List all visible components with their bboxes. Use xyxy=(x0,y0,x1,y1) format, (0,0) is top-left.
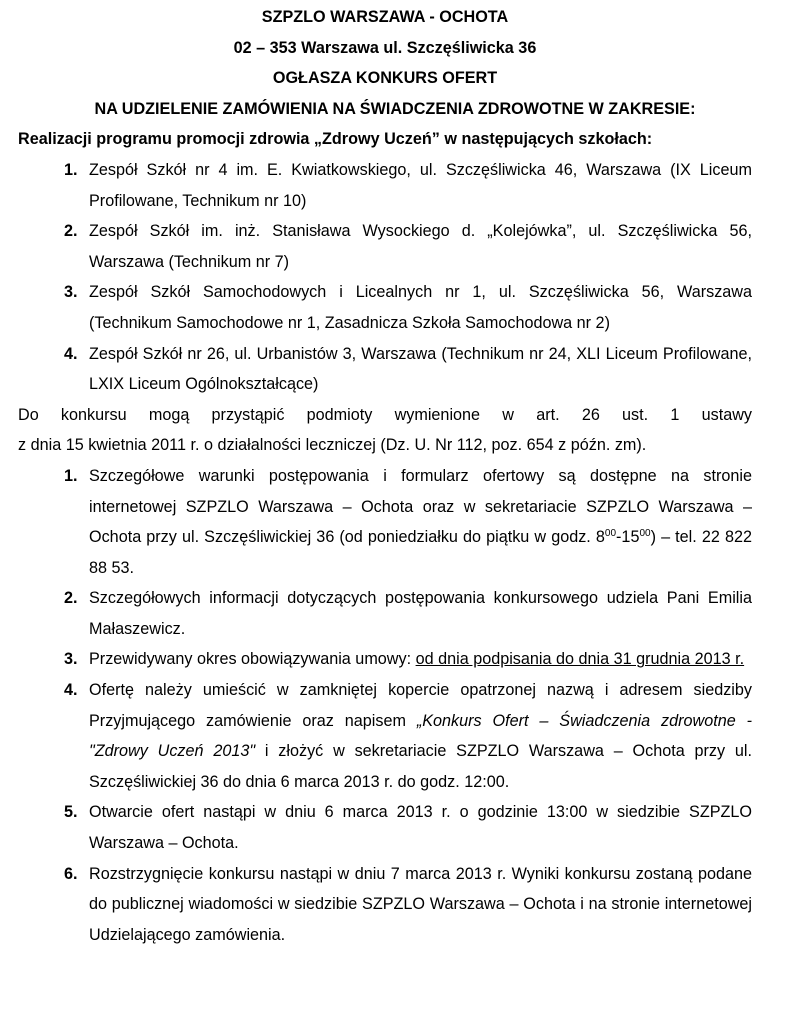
item-number: 1. xyxy=(64,466,78,485)
subject-title: NA UDZIELENIE ZAMÓWIENIA NA ŚWIADCZENIA ZDROWOTNE W ZAKRESIE: xyxy=(94,99,696,118)
program-intro: Realizacji programu promocji zdrowia „Zdrowy Uczeń” w następujących szkołach: xyxy=(18,130,653,149)
item-number: 2. xyxy=(64,222,78,241)
list-item xyxy=(64,675,752,797)
item-number: 4. xyxy=(64,681,78,700)
list-item xyxy=(64,644,752,675)
item-text: Szczegółowych informacji dotyczących postępowania konkursowego udziela Pani Emilia Małaszewicz. xyxy=(89,589,752,638)
list-item xyxy=(64,339,752,400)
eligibility-paragraph xyxy=(18,400,752,461)
item-text: Przewidywany okres obowiązywania umowy: xyxy=(89,650,416,669)
item-number: 3. xyxy=(64,650,78,669)
contract-period: od dnia podpisania do dnia 31 grudnia 2013 r. xyxy=(415,650,745,669)
item-number: 4. xyxy=(64,344,78,363)
org-title: SZPZLO WARSZAWA - OCHOTA xyxy=(261,8,509,26)
list-item xyxy=(64,797,752,858)
list-item xyxy=(64,461,752,583)
item-text: ) – tel. 22 822 88 53. xyxy=(89,528,752,577)
hours-superscript: 00 xyxy=(639,528,651,540)
item-text: Ofertę należy umieścić w zamkniętej kopercie opatrzonej nazwą i adresem siedziby Przyjmującego zamówienie oraz napisem xyxy=(89,681,752,730)
hours-superscript: 00 xyxy=(604,528,617,540)
item-text: Otwarcie ofert nastąpi w dniu 6 marca 2013 r. o godzinie 13:00 w siedzibie SZPZLO Warszawa – Ochota. xyxy=(89,803,752,853)
announcement-title: OGŁASZA KONKURS OFERT xyxy=(272,69,498,88)
list-item xyxy=(64,216,752,277)
eligibility-line-1: Do konkursu mogą przystąpić podmioty wymienione w art. 26 ust. 1 ustawy xyxy=(18,405,752,424)
item-text: -15 xyxy=(616,528,640,547)
item-text: Zespół Szkół nr 26, ul. Urbanistów 3, Warszawa (Technikum nr 24, XLI Liceum Profilowane, LXIX Liceum Ogólnokształcące) xyxy=(89,344,752,394)
item-number: 1. xyxy=(64,160,78,179)
item-text: Zespół Szkół Samochodowych i Licealnych nr 1, ul. Szczęśliwicka 56, Warszawa (Technikum Samochodowe nr 1, Zasadnicza Szkoła Samochodowa nr 2) xyxy=(89,283,752,332)
item-number: 6. xyxy=(64,864,78,883)
list-item xyxy=(64,277,752,338)
item-number: 3. xyxy=(64,283,78,302)
item-text: Rozstrzygnięcie konkursu nastąpi w dniu 7 marca 2013 r. Wyniki konkursu zostaną podane do publicznej wiadomości w siedzibie SZPZLO Warszawa – Ochota i na stronie internetowej Udzielającego zamówienia. xyxy=(89,864,752,944)
conditions-list xyxy=(18,461,752,951)
list-item xyxy=(64,859,752,951)
list-item xyxy=(64,583,752,644)
item-text: i złożyć w sekretariacie SZPZLO Warszawa – Ochota przy ul. Szczęśliwickiej 36 do dnia 6 marca 2013 r. do godz. 12:00. xyxy=(89,742,752,791)
schools-list xyxy=(18,155,752,400)
envelope-caption: „Konkurs Ofert – Świadczenia zdrowotne - "Zdrowy Uczeń 2013" xyxy=(89,711,752,761)
item-text: Zespół Szkół im. inż. Stanisława Wysockiego d. „Kolejówka”, ul. Szczęśliwicka 56, Warszawa (Technikum nr 7) xyxy=(89,222,752,271)
item-text: Szczegółowe warunki postępowania i formularz ofertowy są dostępne na stronie internetowej SZPZLO Warszawa – Ochota oraz w sekretariacie SZPZLO Warszawa – Ochota przy ul. Szczęśliwickiej 36 (od poniedziałku do piątku w godz. 8 xyxy=(89,466,752,547)
item-text: Zespół Szkół nr 4 im. E. Kwiatkowskiego, ul. Szczęśliwicka 46, Warszawa (IX Liceum Profilowane, Technikum nr 10) xyxy=(89,160,752,210)
org-address: 02 – 353 Warszawa ul. Szczęśliwicka 36 xyxy=(233,38,537,57)
item-number: 2. xyxy=(64,589,78,608)
list-item xyxy=(64,155,752,216)
item-number: 5. xyxy=(64,803,78,822)
eligibility-line-2: z dnia 15 kwietnia 2011 r. o działalności leczniczej (Dz. U. Nr 112, poz. 654 z późn. zm). xyxy=(18,436,647,455)
